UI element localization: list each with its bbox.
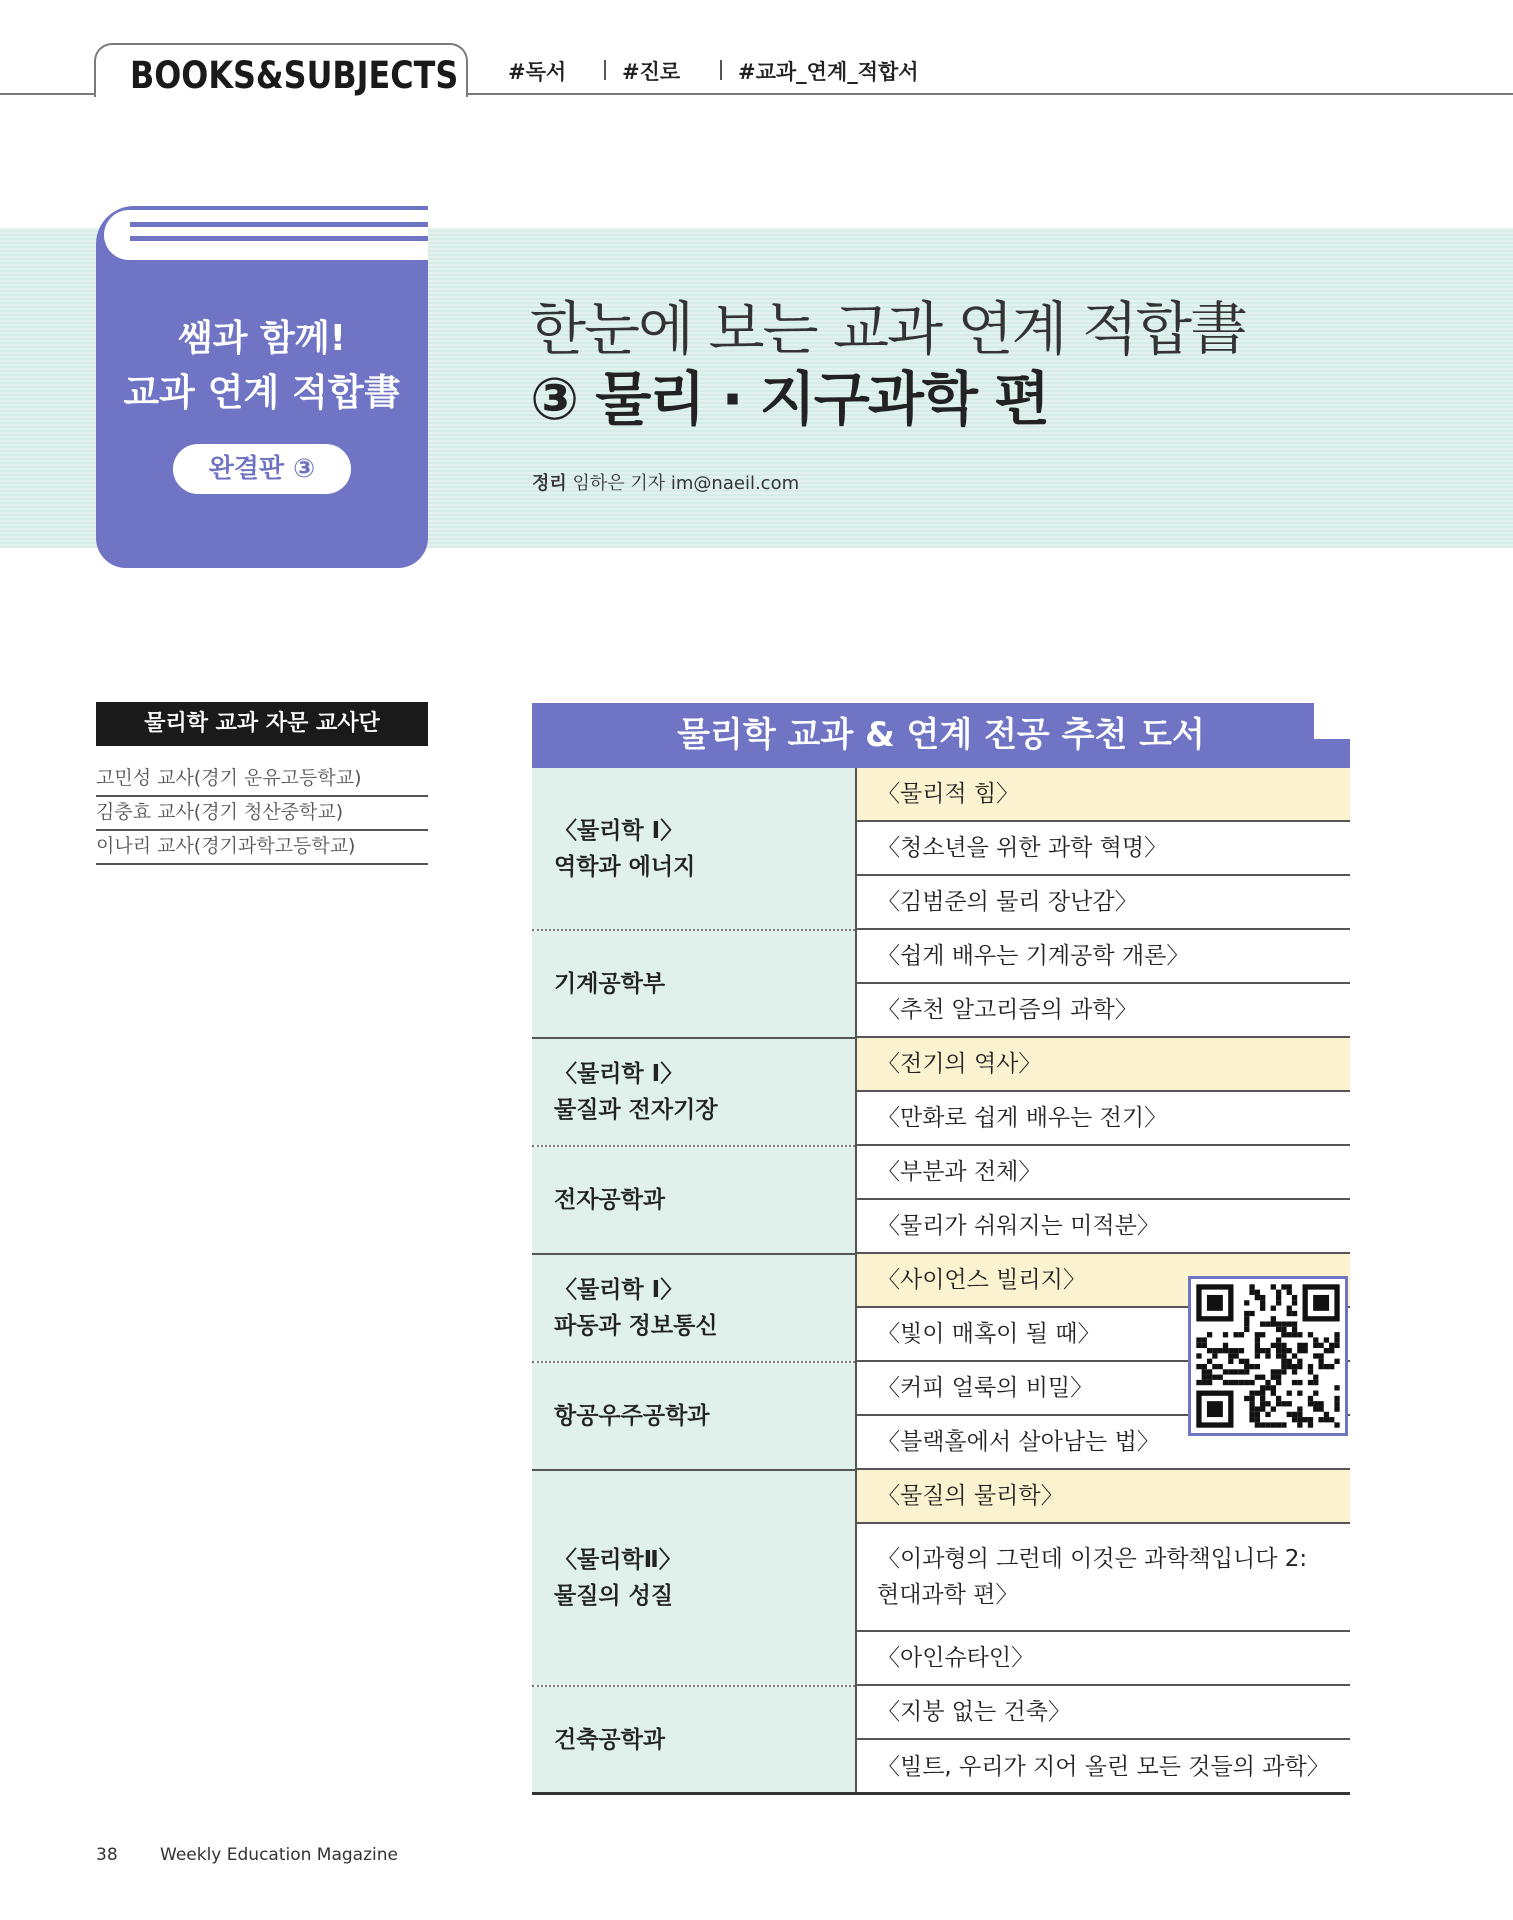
category-cell — [532, 1147, 855, 1253]
tag-separator — [604, 60, 606, 80]
byline-label: 정리 — [532, 473, 567, 494]
book-title-line1: 〈이과형의 그런데 이것은 과학책입니다 2: — [877, 1546, 1308, 1572]
category-line2: 물질과 전자기장 — [554, 1097, 718, 1123]
book-row: 〈커피 얼룩의 비밀〉 — [857, 1362, 1350, 1416]
tag-separator — [720, 60, 722, 80]
table-title: 물리학 교과 & 연계 전공 추천 도서 — [532, 703, 1350, 768]
byline — [532, 469, 799, 495]
table-bottom-rule — [532, 1792, 1350, 1795]
category-cell — [532, 1363, 855, 1469]
series-pill: 완결판 ③ — [173, 444, 351, 494]
category-line1: 〈물리학 Ⅰ〉 — [554, 818, 684, 844]
book-row: 〈김범준의 물리 장난감〉 — [857, 876, 1350, 930]
category-line2: 역학과 에너지 — [554, 854, 696, 880]
category-cell — [532, 931, 855, 1037]
category-line1: 기계공학부 — [554, 971, 666, 997]
page-fold-icon — [1314, 703, 1350, 739]
book-row: 〈쉽게 배우는 기계공학 개론〉 — [857, 930, 1350, 984]
advisor-item: 이나리 교사(경기과학고등학교) — [96, 830, 428, 865]
category-line2: 파동과 정보통신 — [554, 1313, 718, 1339]
magazine-name: Weekly Education Magazine — [160, 1845, 398, 1865]
category-line1: 〈물리학Ⅱ〉 — [554, 1547, 682, 1573]
category-line1: 전자공학과 — [554, 1187, 666, 1213]
page-number: 38 — [96, 1845, 118, 1865]
book-row: 〈청소년을 위한 과학 혁명〉 — [857, 822, 1350, 876]
book-page-line — [130, 222, 428, 227]
book-row: 〈물리가 쉬워지는 미적분〉 — [857, 1200, 1350, 1254]
page-title-line1: 한눈에 보는 교과 연계 적합書 — [530, 295, 1247, 363]
category-line1: 항공우주공학과 — [554, 1403, 710, 1429]
book-page-line — [130, 236, 428, 241]
qr-code-icon — [1191, 1279, 1345, 1433]
qr-code[interactable] — [1188, 1276, 1348, 1436]
book-row: 〈추천 알고리즘의 과학〉 — [857, 984, 1350, 1038]
byline-text: 임하은 기자 im@naeil.com — [572, 473, 800, 494]
category-cell — [532, 1687, 855, 1793]
brand-title: BOOKS&SUBJECTS — [130, 54, 459, 97]
category-cell — [532, 1255, 855, 1361]
book-row: 〈부분과 전체〉 — [857, 1146, 1350, 1200]
book-row: 〈물리적 힘〉 — [857, 768, 1350, 822]
advisor-item: 고민성 교사(경기 운유고등학교) — [96, 762, 428, 797]
category-cell — [532, 1039, 855, 1145]
advisor-item: 김충효 교사(경기 청산중학교) — [96, 796, 428, 831]
book-row: 〈사이언스 빌리지〉 — [857, 1254, 1350, 1308]
book-row: 〈아인슈타인〉 — [857, 1632, 1350, 1686]
book-row: 〈전기의 역사〉 — [857, 1038, 1350, 1092]
page-title-line2: ③ 물리 · 지구과학 편 — [530, 365, 1049, 433]
book-row: 〈만화로 쉽게 배우는 전기〉 — [857, 1092, 1350, 1146]
badge-line2: 교과 연계 적합書 — [123, 371, 401, 414]
book-pages-icon — [104, 210, 428, 260]
badge-line1: 쌤과 함께! — [177, 318, 347, 359]
category-line1: 〈물리학 Ⅰ〉 — [554, 1061, 684, 1087]
category-cell — [532, 1471, 855, 1685]
book-row: 〈블랙홀에서 살아남는 법〉 — [857, 1416, 1350, 1470]
book-row — [857, 1524, 1350, 1632]
category-line1: 건축공학과 — [554, 1727, 666, 1753]
tag-reading[interactable]: #독서 — [508, 60, 567, 84]
tag-career[interactable]: #진로 — [622, 60, 681, 84]
tag-subject-books[interactable]: #교과_연계_적합서 — [738, 60, 919, 84]
book-row: 〈물질의 물리학〉 — [857, 1470, 1350, 1524]
category-cell — [532, 768, 855, 930]
book-row: 〈빌트, 우리가 지어 올린 모든 것들의 과학〉 — [877, 1753, 1330, 1780]
book-row: 〈지붕 없는 건축〉 — [857, 1686, 1350, 1740]
advisors-title: 물리학 교과 자문 교사단 — [96, 702, 428, 746]
category-line1: 〈물리학 Ⅰ〉 — [554, 1277, 684, 1303]
book-title-line2: 현대과학 편〉 — [877, 1582, 1019, 1608]
book-row: 〈빛이 매혹이 될 때〉 — [857, 1308, 1350, 1362]
category-line2: 물질의 성질 — [554, 1583, 674, 1609]
